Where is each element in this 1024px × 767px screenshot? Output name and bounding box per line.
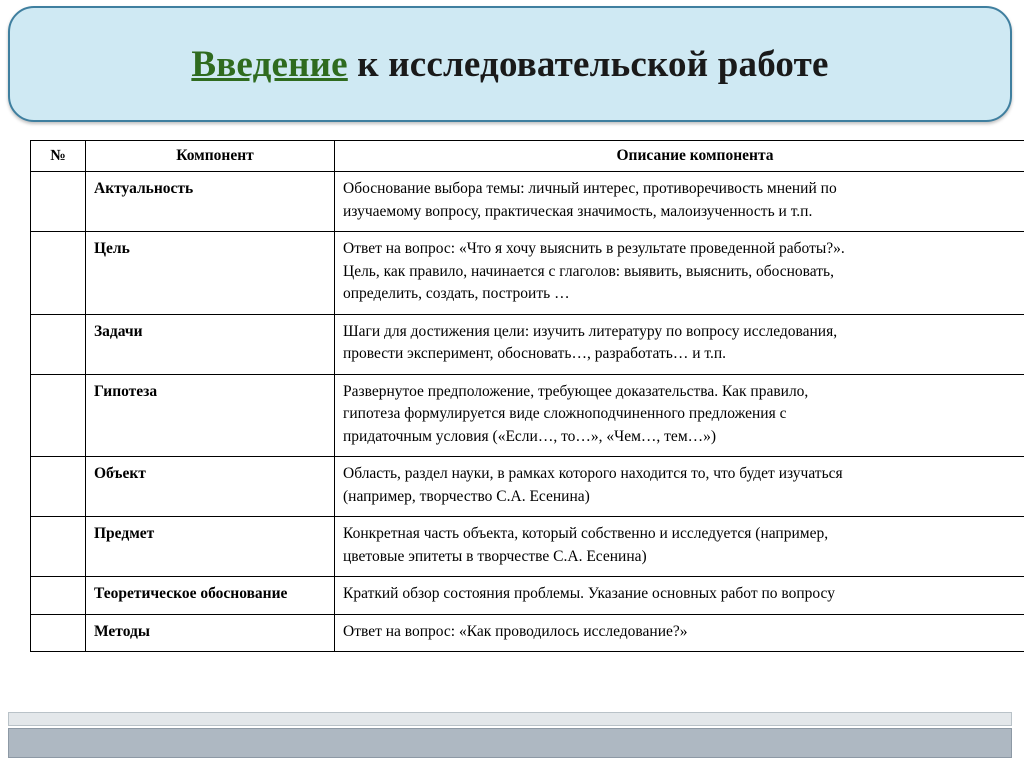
cell-number	[31, 517, 86, 577]
description-line: Ответ на вопрос: «Что я хочу выяснить в результате проведенной работы?».	[343, 240, 845, 258]
cell-number	[31, 614, 86, 651]
description-line: Обоснование выбора темы: личный интерес, противоречивость мнений по	[343, 180, 837, 198]
title-rest: к исследовательской работе	[347, 43, 829, 85]
cell-component: Теоретическое обоснование	[86, 577, 335, 614]
page-title	[191, 43, 828, 86]
cell-description	[335, 232, 1024, 314]
table-row	[31, 232, 1024, 314]
table-row	[31, 314, 1024, 374]
table-row	[31, 517, 1024, 577]
table-row	[31, 374, 1024, 456]
cell-component: Гипотеза	[86, 374, 335, 456]
table-body	[31, 172, 1024, 652]
header-component: Компонент	[86, 141, 335, 172]
description-line: Краткий обзор состояния проблемы. Указание основных работ по вопросу	[343, 585, 835, 603]
table-row	[31, 172, 1024, 232]
cell-number	[31, 374, 86, 456]
description-line: Цель, как правило, начинается с глаголов: выявить, выяснить, обосновать,	[343, 262, 834, 280]
cell-description	[335, 577, 1024, 614]
description-line: Шаги для достижения цели: изучить литературу по вопросу исследования,	[343, 322, 838, 340]
table-row	[31, 577, 1024, 614]
cell-component: Объект	[86, 457, 335, 517]
description-line: (например, творчество С.А. Есенина)	[343, 487, 590, 505]
table-header-row	[31, 141, 1024, 172]
description-line: Конкретная часть объекта, который собственно и исследуется (например,	[343, 525, 829, 543]
description-line: цветовые эпитеты в творчестве С.А. Есенина)	[343, 547, 647, 565]
description-line: определить, создать, построить …	[343, 285, 570, 303]
cell-component: Цель	[86, 232, 335, 314]
cell-component: Актуальность	[86, 172, 335, 232]
table-row	[31, 614, 1024, 651]
title-accent-word: Введение	[191, 43, 348, 85]
cell-description	[335, 172, 1024, 232]
cell-number	[31, 314, 86, 374]
description-line: придаточным условия («Если…, то…», «Чем…, тем…»)	[343, 427, 717, 445]
cell-number	[31, 232, 86, 314]
table-header	[31, 141, 1024, 172]
title-banner	[8, 6, 1012, 122]
header-description: Описание компонента	[335, 141, 1024, 172]
slide-bottom-bar-dark	[8, 728, 1012, 758]
components-table	[30, 140, 1024, 652]
description-line: Ответ на вопрос: «Как проводилось исследование?»	[343, 622, 688, 640]
table-row	[31, 457, 1024, 517]
cell-component: Задачи	[86, 314, 335, 374]
cell-number	[31, 172, 86, 232]
cell-component: Предмет	[86, 517, 335, 577]
header-number: №	[31, 141, 86, 172]
description-line: Область, раздел науки, в рамках которого находится то, что будет изучаться	[343, 465, 843, 483]
cell-description	[335, 614, 1024, 651]
description-line: Развернутое предположение, требующее доказательства. Как правило,	[343, 382, 809, 400]
cell-component: Методы	[86, 614, 335, 651]
cell-number	[31, 577, 86, 614]
cell-description	[335, 457, 1024, 517]
description-line: провести эксперимент, обосновать…, разработать… и т.п.	[343, 345, 727, 363]
components-table-wrapper	[30, 140, 994, 652]
slide-bottom-bar-light	[8, 712, 1012, 726]
cell-number	[31, 457, 86, 517]
description-line: изучаемому вопросу, практическая значимость, малоизученность и т.п.	[343, 202, 813, 220]
cell-description	[335, 314, 1024, 374]
cell-description	[335, 374, 1024, 456]
slide-left-margin	[0, 132, 10, 722]
cell-description	[335, 517, 1024, 577]
description-line: гипотеза формулируется виде сложноподчиненного предложения с	[343, 405, 787, 423]
